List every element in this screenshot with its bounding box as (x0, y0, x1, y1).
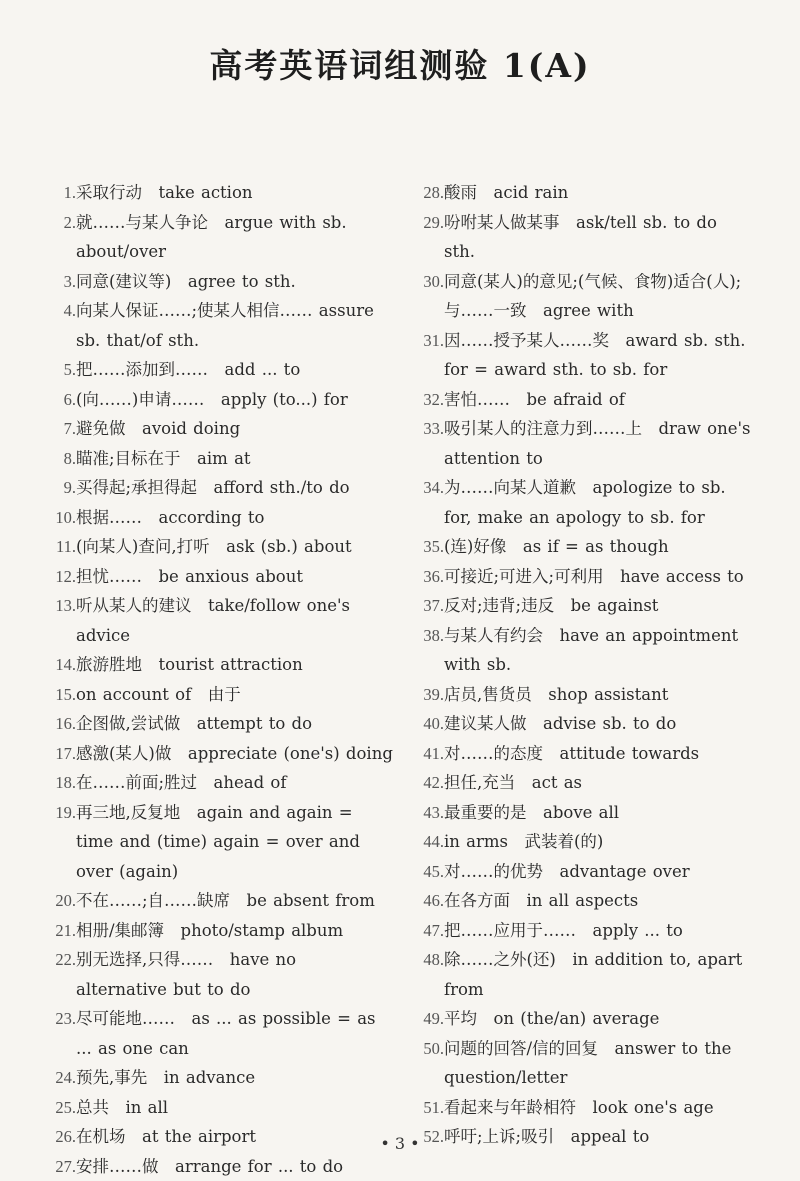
list-item (38, 591, 393, 650)
list-item (38, 739, 393, 769)
item-text: 根据…… according to (76, 503, 393, 533)
list-item (38, 945, 393, 1004)
list-item (408, 414, 753, 473)
item-text: 除……之外(还) in addition to, apart from (444, 945, 753, 1004)
list-item (408, 916, 753, 946)
item-number: 5. (38, 355, 76, 385)
item-number: 7. (38, 414, 76, 444)
list-item (38, 208, 393, 267)
list-item (38, 355, 393, 385)
list-item (38, 503, 393, 533)
item-text: 吸引某人的注意力到……上 draw one's attention to (444, 414, 753, 473)
item-text: 呼吁;上诉;吸引 appeal to (444, 1122, 753, 1152)
list-item (408, 473, 753, 532)
item-number: 13. (38, 591, 76, 650)
item-number: 17. (38, 739, 76, 769)
item-number: 3. (38, 267, 76, 297)
item-number: 44. (408, 827, 444, 857)
item-text: 与某人有约会 have an appointment with sb. (444, 621, 753, 680)
item-number: 42. (408, 768, 444, 798)
item-text: (连)好像 as if = as though (444, 532, 753, 562)
list-item (38, 296, 393, 355)
item-number: 4. (38, 296, 76, 355)
item-text: 店员,售货员 shop assistant (444, 680, 753, 710)
item-number: 23. (38, 1004, 76, 1063)
item-text: 安排……做 arrange for ... to do (76, 1152, 393, 1181)
item-text: 吩咐某人做某事 ask/tell sb. to do sth. (444, 208, 753, 267)
list-item (38, 768, 393, 798)
list-item (408, 886, 753, 916)
item-number: 34. (408, 473, 444, 532)
list-item (38, 473, 393, 503)
list-item (38, 444, 393, 474)
item-number: 26. (38, 1122, 76, 1152)
item-text: 向某人保证……;使某人相信…… assure sb. that/of sth. (76, 296, 393, 355)
list-item (408, 591, 753, 621)
item-number: 14. (38, 650, 76, 680)
list-item (408, 739, 753, 769)
item-text: 平均 on (the/an) average (444, 1004, 753, 1034)
list-item (408, 1093, 753, 1123)
list-item (408, 562, 753, 592)
item-number: 24. (38, 1063, 76, 1093)
item-number: 12. (38, 562, 76, 592)
item-number: 28. (408, 178, 444, 208)
item-number: 41. (408, 739, 444, 769)
item-number: 40. (408, 709, 444, 739)
item-number: 45. (408, 857, 444, 887)
item-number: 46. (408, 886, 444, 916)
item-number: 19. (38, 798, 76, 887)
item-number: 52. (408, 1122, 444, 1152)
item-number: 51. (408, 1093, 444, 1123)
item-text: 最重要的是 above all (444, 798, 753, 828)
item-number: 38. (408, 621, 444, 680)
item-text: in arms 武装着(的) (444, 827, 753, 857)
item-text: 可接近;可进入;可利用 have access to (444, 562, 753, 592)
list-item (408, 385, 753, 415)
list-item (38, 650, 393, 680)
item-text: 害怕…… be afraid of (444, 385, 753, 415)
item-number: 25. (38, 1093, 76, 1123)
list-item (38, 1004, 393, 1063)
item-number: 47. (408, 916, 444, 946)
list-item (408, 1034, 753, 1093)
list-item (408, 857, 753, 887)
list-item (38, 798, 393, 887)
page-number: • 3 • (0, 1134, 800, 1153)
list-item (408, 709, 753, 739)
list-item (38, 562, 393, 592)
item-text: 不在……;自……缺席 be absent from (76, 886, 393, 916)
item-number: 50. (408, 1034, 444, 1093)
item-text: (向……)申请…… apply (to...) for (76, 385, 393, 415)
item-text: 同意(建议等) agree to sth. (76, 267, 393, 297)
item-number: 16. (38, 709, 76, 739)
item-number: 15. (38, 680, 76, 710)
item-number: 48. (408, 945, 444, 1004)
list-item (408, 208, 753, 267)
item-text: 听从某人的建议 take/follow one's advice (76, 591, 393, 650)
list-item (408, 768, 753, 798)
item-text: 别无选择,只得…… have no alternative but to do (76, 945, 393, 1004)
item-text: 看起来与年龄相符 look one's age (444, 1093, 753, 1123)
item-number: 43. (408, 798, 444, 828)
list-item (408, 532, 753, 562)
item-number: 18. (38, 768, 76, 798)
item-text: 再三地,反复地 again and again = time and (time) again = over and over (again) (76, 798, 393, 887)
item-text: 总共 in all (76, 1093, 393, 1123)
item-number: 21. (38, 916, 76, 946)
item-number: 32. (408, 385, 444, 415)
item-text: 担忧…… be anxious about (76, 562, 393, 592)
item-text: 旅游胜地 tourist attraction (76, 650, 393, 680)
item-number: 39. (408, 680, 444, 710)
item-number: 36. (408, 562, 444, 592)
item-number: 9. (38, 473, 76, 503)
item-text: 建议某人做 advise sb. to do (444, 709, 753, 739)
item-number: 6. (38, 385, 76, 415)
item-number: 35. (408, 532, 444, 562)
item-text: 在各方面 in all aspects (444, 886, 753, 916)
item-number: 8. (38, 444, 76, 474)
item-number: 31. (408, 326, 444, 385)
item-number: 37. (408, 591, 444, 621)
item-text: 把……添加到…… add ... to (76, 355, 393, 385)
item-text: 同意(某人)的意见;(气候、食物)适合(人);与……一致 agree with (444, 267, 753, 326)
item-text: 担任,充当 act as (444, 768, 753, 798)
item-text: 问题的回答/信的回复 answer to the question/letter (444, 1034, 753, 1093)
item-number: 29. (408, 208, 444, 267)
item-text: 买得起;承担得起 afford sth./to do (76, 473, 393, 503)
list-item (38, 532, 393, 562)
list-item (408, 178, 753, 208)
item-number: 11. (38, 532, 76, 562)
list-item (408, 945, 753, 1004)
item-text: 反对;违背;违反 be against (444, 591, 753, 621)
list-item (38, 1093, 393, 1123)
item-text: 避免做 avoid doing (76, 414, 393, 444)
page-title: 高考英语词组测验 1(A) (0, 40, 800, 87)
list-item (38, 1152, 393, 1181)
list-item (408, 680, 753, 710)
list-item (38, 414, 393, 444)
item-number: 1. (38, 178, 76, 208)
list-item (408, 827, 753, 857)
item-number: 10. (38, 503, 76, 533)
item-number: 33. (408, 414, 444, 473)
list-item (408, 798, 753, 828)
list-item (38, 385, 393, 415)
list-item (38, 680, 393, 710)
right-column (408, 178, 753, 1152)
item-number: 49. (408, 1004, 444, 1034)
list-item (408, 326, 753, 385)
item-text: 相册/集邮簿 photo/stamp album (76, 916, 393, 946)
item-text: (向某人)查问,打听 ask (sb.) about (76, 532, 393, 562)
list-item (38, 916, 393, 946)
item-number: 2. (38, 208, 76, 267)
item-text: 为……向某人道歉 apologize to sb. for, make an apology to sb. for (444, 473, 753, 532)
item-number: 22. (38, 945, 76, 1004)
item-text: 对……的优势 advantage over (444, 857, 753, 887)
item-text: 因……授予某人……奖 award sb. sth. for = award sth. to sb. for (444, 326, 753, 385)
item-text: 把……应用于…… apply ... to (444, 916, 753, 946)
item-text: 在……前面;胜过 ahead of (76, 768, 393, 798)
item-text: 企图做,尝试做 attempt to do (76, 709, 393, 739)
item-text: 预先,事先 in advance (76, 1063, 393, 1093)
list-item (408, 621, 753, 680)
list-item (408, 267, 753, 326)
list-item (408, 1004, 753, 1034)
list-item (38, 267, 393, 297)
left-column (38, 178, 393, 1181)
item-number: 27. (38, 1152, 76, 1181)
item-text: 酸雨 acid rain (444, 178, 753, 208)
item-text: 对……的态度 attitude towards (444, 739, 753, 769)
item-text: 感激(某人)做 appreciate (one's) doing (76, 739, 393, 769)
item-number: 30. (408, 267, 444, 326)
item-text: 采取行动 take action (76, 178, 393, 208)
item-number: 20. (38, 886, 76, 916)
item-text: on account of 由于 (76, 680, 393, 710)
item-text: 尽可能地…… as ... as possible = as ... as one can (76, 1004, 393, 1063)
list-item (38, 886, 393, 916)
item-text: 就……与某人争论 argue with sb. about/over (76, 208, 393, 267)
list-item (38, 178, 393, 208)
item-text: 瞄准;目标在于 aim at (76, 444, 393, 474)
list-item (38, 1063, 393, 1093)
item-text: 在机场 at the airport (76, 1122, 393, 1152)
list-item (38, 709, 393, 739)
